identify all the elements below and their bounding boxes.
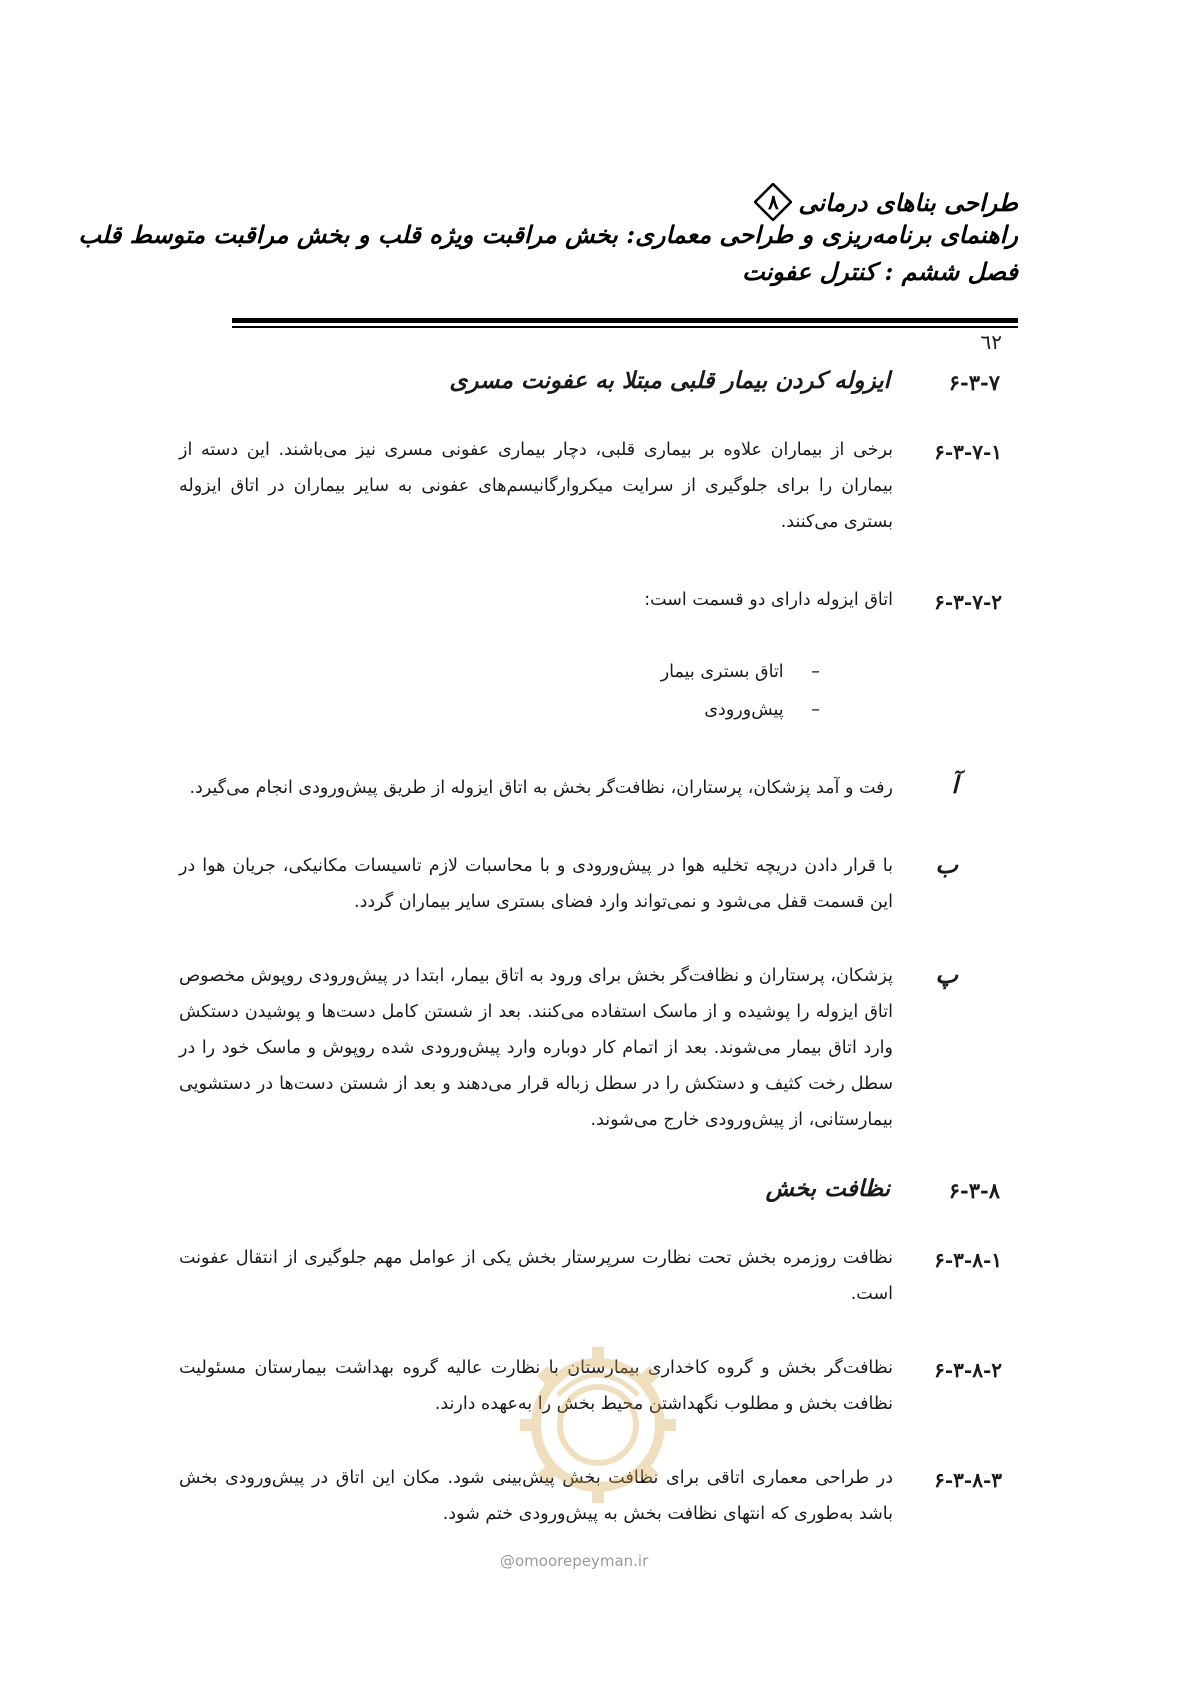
paragraph-text: در طراحی معماری اتاقی برای نظافت بخش پیش‌بینی شود. مکان این اتاق در پیش‌ورودی بخش باشد به‌طوری که انتهای نظافت بخش به پیش‌ورودی ختم شود.	[179, 1468, 893, 1524]
header-line-2: راهنمای برنامه‌ریزی و طراحی معماری: بخش مراقبت ویژه قلب و بخش مراقبت متوسط قلب	[78, 220, 1018, 249]
item-letter: ب	[935, 850, 958, 879]
item-text: پزشکان، پرستاران و نظافت‌گر بخش برای ورود به اتاق بیمار، ابتدا در پیش‌ورودی روپوش مخصوص اتاق ایزوله را پوشیده و از ماسک استفاده می‌کنند. بعد از شستن کامل دست‌ها و پوشیدن دستکش وارد اتاق بیمار می‌شوند. بعد از اتمام کار دوباره وارد پیش‌ورودی شده روپوش و ماسک خود را در سطل رخت کثیف و دستکش را در سطل زباله قرار می‌دهند و بعد از شستن دست‌ها در دستشویی بیمارستانی، از پیش‌ورودی خارج می‌شوند.	[179, 966, 893, 1130]
header-line-1	[198, 183, 1018, 221]
watermark-site: @omoorepeyman.ir	[500, 1552, 649, 1570]
section-title: نظافت بخش	[765, 1175, 890, 1202]
paragraph-number: ۶-۳-۸-۲	[934, 1358, 1002, 1382]
bullet-text: پیش‌ورودی	[704, 700, 784, 720]
paragraph-text: برخی از بیماران علاوه بر بیماری قلبی، دچار بیماری عفونی مسری نیز می‌باشند. این دسته از بیماران را برای جلوگیری از سرایت میکروارگانیسم‌های عفونی به سایر بیماران در اتاق ایزوله بستری می‌کنند.	[179, 440, 893, 532]
paragraph-number: ۶-۳-۷-۲	[934, 590, 1002, 614]
section-number: ۶-۳-۸	[948, 1178, 1000, 1203]
paragraph-number: ۶-۳-۸-۱	[934, 1248, 1002, 1272]
list-item	[704, 700, 820, 720]
watermark-logo-icon	[498, 1325, 698, 1525]
paragraph-number: ۶-۳-۸-۳	[934, 1468, 1002, 1492]
section-number: ۶-۳-۷	[948, 370, 1000, 395]
item-text: با قرار دادن دریچه تخلیه هوا در پیش‌ورودی و با محاسبات لازم تاسیسات مکانیکی، جریان هوا در این قسمت قفل می‌شود و نمی‌تواند وارد فضای بستری سایر بیماران گردد.	[179, 856, 893, 912]
paragraph-text: نظافت‌گر بخش و گروه کاخداری بیمارستان با نظارت عالیه گروه بهداشت بیمارستان مسئولیت نظافت بخش و مطلوب نگهداشتن محیط بخش را به‌عهده دارند.	[179, 1358, 893, 1414]
section-title: ایزوله کردن بیمار قلبی مبتلا به عفونت مسری	[449, 367, 890, 394]
paragraph-text: اتاق ایزوله دارای دو قسمت است:	[644, 590, 893, 610]
item-text: رفت و آمد پزشکان، پرستاران، نظافت‌گر بخش به اتاق ایزوله از طریق پیش‌ورودی انجام می‌گیرد.	[189, 778, 893, 798]
header-rule-thin	[232, 326, 1018, 328]
header-book-title: طراحی بناهای درمانی	[798, 187, 1018, 217]
item-letter: پ	[935, 960, 958, 989]
volume-badge	[754, 183, 792, 221]
bullet-text: اتاق بستری بیمار	[660, 662, 784, 682]
page-number: ٦٢	[980, 330, 1002, 354]
bullet-dash: –	[811, 700, 820, 720]
header-rule-thick	[232, 318, 1018, 323]
list-item	[661, 662, 820, 682]
volume-number: ۸	[767, 190, 779, 214]
paragraph-text: نظافت روزمره بخش تحت نظارت سرپرستار بخش یکی از عوامل مهم جلوگیری از انتقال عفونت است.	[179, 1248, 893, 1304]
paragraph-number: ۶-۳-۷-۱	[934, 440, 1002, 464]
header-chapter: فصل ششم : کنترل عفونت	[742, 257, 1018, 286]
bullet-dash: –	[811, 662, 820, 682]
item-letter: آ	[951, 770, 958, 799]
